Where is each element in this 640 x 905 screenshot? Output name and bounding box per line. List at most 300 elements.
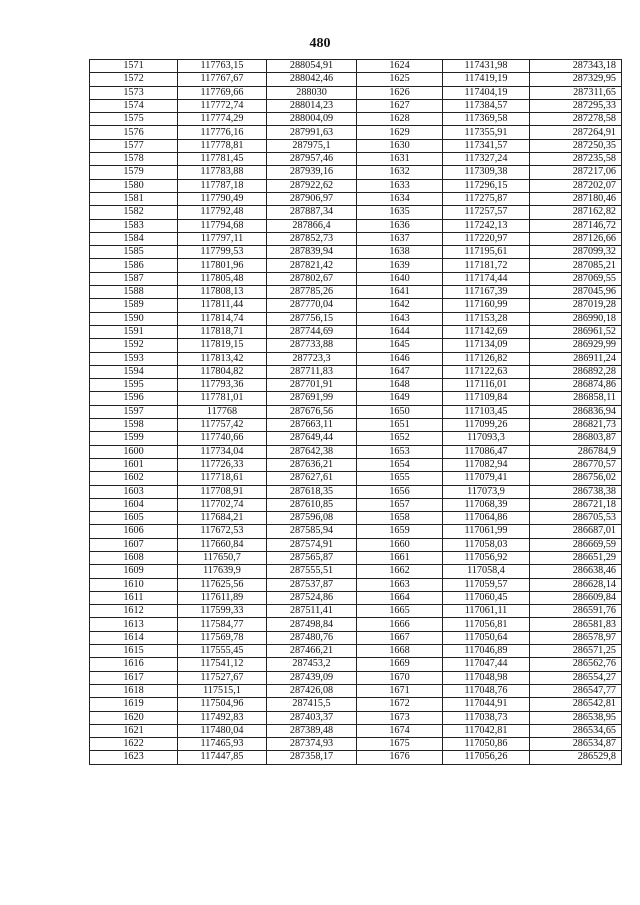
y-coordinate-cell: 287596,08 xyxy=(267,512,357,525)
y-coordinate-cell: 287906,97 xyxy=(267,192,357,205)
x-coordinate-cell: 117708,91 xyxy=(178,485,267,498)
y-coordinate-cell: 287329,95 xyxy=(530,73,622,86)
x-coordinate-cell: 117726,33 xyxy=(178,458,267,471)
point-number-cell: 1618 xyxy=(90,684,178,697)
point-number-cell: 1572 xyxy=(90,73,178,86)
x-coordinate-cell: 117465,93 xyxy=(178,738,267,751)
y-coordinate-cell: 287069,55 xyxy=(530,272,622,285)
table-row xyxy=(90,352,622,365)
y-coordinate-cell: 286687,01 xyxy=(530,525,622,538)
x-coordinate-cell: 117787,18 xyxy=(178,179,267,192)
y-coordinate-cell: 286651,29 xyxy=(530,551,622,564)
y-coordinate-cell: 287403,37 xyxy=(267,711,357,724)
x-coordinate-cell: 117122,63 xyxy=(443,365,530,378)
table-row xyxy=(90,192,622,205)
y-coordinate-cell: 287162,82 xyxy=(530,206,622,219)
point-number-cell: 1654 xyxy=(357,458,443,471)
point-number-cell: 1665 xyxy=(357,605,443,618)
y-coordinate-cell: 286628,14 xyxy=(530,578,622,591)
x-coordinate-cell: 117257,57 xyxy=(443,206,530,219)
point-number-cell: 1598 xyxy=(90,419,178,432)
x-coordinate-cell: 117058,4 xyxy=(443,565,530,578)
x-coordinate-cell: 117555,45 xyxy=(178,645,267,658)
point-number-cell: 1591 xyxy=(90,325,178,338)
x-coordinate-cell: 117058,03 xyxy=(443,538,530,551)
x-coordinate-cell: 117801,96 xyxy=(178,259,267,272)
y-coordinate-cell: 287785,26 xyxy=(267,286,357,299)
point-number-cell: 1653 xyxy=(357,445,443,458)
y-coordinate-cell: 287555,51 xyxy=(267,565,357,578)
x-coordinate-cell: 117783,88 xyxy=(178,166,267,179)
point-number-cell: 1614 xyxy=(90,631,178,644)
table-row xyxy=(90,73,622,86)
x-coordinate-cell: 117042,81 xyxy=(443,724,530,737)
x-coordinate-cell: 117082,94 xyxy=(443,458,530,471)
table-row xyxy=(90,179,622,192)
y-coordinate-cell: 288014,23 xyxy=(267,99,357,112)
point-number-cell: 1574 xyxy=(90,99,178,112)
point-number-cell: 1613 xyxy=(90,618,178,631)
y-coordinate-cell: 286581,83 xyxy=(530,618,622,631)
point-number-cell: 1640 xyxy=(357,272,443,285)
point-number-cell: 1611 xyxy=(90,591,178,604)
point-number-cell: 1666 xyxy=(357,618,443,631)
y-coordinate-cell: 287636,21 xyxy=(267,458,357,471)
point-number-cell: 1575 xyxy=(90,113,178,126)
x-coordinate-cell: 117195,61 xyxy=(443,246,530,259)
x-coordinate-cell: 117734,04 xyxy=(178,445,267,458)
point-number-cell: 1601 xyxy=(90,458,178,471)
table-row xyxy=(90,671,622,684)
point-number-cell: 1609 xyxy=(90,565,178,578)
point-number-cell: 1620 xyxy=(90,711,178,724)
x-coordinate-cell: 117181,72 xyxy=(443,259,530,272)
point-number-cell: 1645 xyxy=(357,339,443,352)
x-coordinate-cell: 117781,45 xyxy=(178,153,267,166)
table-row xyxy=(90,724,622,737)
point-number-cell: 1669 xyxy=(357,658,443,671)
point-number-cell: 1602 xyxy=(90,472,178,485)
x-coordinate-cell: 117220,97 xyxy=(443,232,530,245)
point-number-cell: 1586 xyxy=(90,259,178,272)
point-number-cell: 1612 xyxy=(90,605,178,618)
point-number-cell: 1631 xyxy=(357,153,443,166)
point-number-cell: 1595 xyxy=(90,379,178,392)
point-number-cell: 1588 xyxy=(90,286,178,299)
y-coordinate-cell: 287524,86 xyxy=(267,591,357,604)
point-number-cell: 1615 xyxy=(90,645,178,658)
y-coordinate-cell: 287439,09 xyxy=(267,671,357,684)
x-coordinate-cell: 117480,04 xyxy=(178,724,267,737)
y-coordinate-cell: 287663,11 xyxy=(267,419,357,432)
y-coordinate-cell: 286534,65 xyxy=(530,724,622,737)
y-coordinate-cell: 286705,53 xyxy=(530,512,622,525)
y-coordinate-cell: 286554,27 xyxy=(530,671,622,684)
table-row xyxy=(90,565,622,578)
y-coordinate-cell: 287711,83 xyxy=(267,365,357,378)
point-number-cell: 1641 xyxy=(357,286,443,299)
y-coordinate-cell: 287019,28 xyxy=(530,299,622,312)
table-row xyxy=(90,113,622,126)
x-coordinate-cell: 117369,58 xyxy=(443,113,530,126)
y-coordinate-cell: 287922,62 xyxy=(267,179,357,192)
point-number-cell: 1648 xyxy=(357,379,443,392)
point-number-cell: 1580 xyxy=(90,179,178,192)
table-row xyxy=(90,538,622,551)
x-coordinate-cell: 117541,12 xyxy=(178,658,267,671)
y-coordinate-cell: 286721,18 xyxy=(530,498,622,511)
table-row xyxy=(90,458,622,471)
y-coordinate-cell: 287701,91 xyxy=(267,379,357,392)
table-row xyxy=(90,379,622,392)
table-row xyxy=(90,684,622,697)
table-row xyxy=(90,139,622,152)
x-coordinate-cell: 117767,67 xyxy=(178,73,267,86)
table-row xyxy=(90,658,622,671)
y-coordinate-cell: 287887,34 xyxy=(267,206,357,219)
x-coordinate-cell: 117672,53 xyxy=(178,525,267,538)
y-coordinate-cell: 287202,07 xyxy=(530,179,622,192)
point-number-cell: 1647 xyxy=(357,365,443,378)
y-coordinate-cell: 287453,2 xyxy=(267,658,357,671)
point-number-cell: 1605 xyxy=(90,512,178,525)
y-coordinate-cell: 287939,16 xyxy=(267,166,357,179)
y-coordinate-cell: 287146,72 xyxy=(530,219,622,232)
x-coordinate-cell: 117684,21 xyxy=(178,512,267,525)
x-coordinate-cell: 117639,9 xyxy=(178,565,267,578)
x-coordinate-cell: 117797,11 xyxy=(178,232,267,245)
table-row xyxy=(90,512,622,525)
x-coordinate-cell: 117056,26 xyxy=(443,751,530,764)
y-coordinate-cell: 286542,81 xyxy=(530,698,622,711)
y-coordinate-cell: 286961,52 xyxy=(530,325,622,338)
x-coordinate-cell: 117813,42 xyxy=(178,352,267,365)
table-row xyxy=(90,299,622,312)
y-coordinate-cell: 286591,76 xyxy=(530,605,622,618)
x-coordinate-cell: 117569,78 xyxy=(178,631,267,644)
x-coordinate-cell: 117167,39 xyxy=(443,286,530,299)
y-coordinate-cell: 287511,41 xyxy=(267,605,357,618)
x-coordinate-cell: 117718,61 xyxy=(178,472,267,485)
point-number-cell: 1650 xyxy=(357,405,443,418)
point-number-cell: 1671 xyxy=(357,684,443,697)
x-coordinate-cell: 117056,92 xyxy=(443,551,530,564)
x-coordinate-cell: 117774,29 xyxy=(178,113,267,126)
point-number-cell: 1658 xyxy=(357,512,443,525)
y-coordinate-cell: 287770,04 xyxy=(267,299,357,312)
x-coordinate-cell: 117811,44 xyxy=(178,299,267,312)
x-coordinate-cell: 117504,96 xyxy=(178,698,267,711)
point-number-cell: 1626 xyxy=(357,86,443,99)
y-coordinate-cell: 288054,91 xyxy=(267,60,357,73)
y-coordinate-cell: 287099,32 xyxy=(530,246,622,259)
x-coordinate-cell: 117584,77 xyxy=(178,618,267,631)
point-number-cell: 1607 xyxy=(90,538,178,551)
point-number-cell: 1668 xyxy=(357,645,443,658)
y-coordinate-cell: 286738,38 xyxy=(530,485,622,498)
point-number-cell: 1660 xyxy=(357,538,443,551)
table-row xyxy=(90,645,622,658)
table-row xyxy=(90,259,622,272)
point-number-cell: 1604 xyxy=(90,498,178,511)
y-coordinate-cell: 287627,61 xyxy=(267,472,357,485)
table-row xyxy=(90,432,622,445)
x-coordinate-cell: 117142,69 xyxy=(443,325,530,338)
point-number-cell: 1663 xyxy=(357,578,443,591)
table-row xyxy=(90,445,622,458)
point-number-cell: 1585 xyxy=(90,246,178,259)
x-coordinate-cell: 117109,84 xyxy=(443,392,530,405)
point-number-cell: 1578 xyxy=(90,153,178,166)
point-number-cell: 1587 xyxy=(90,272,178,285)
x-coordinate-cell: 117079,41 xyxy=(443,472,530,485)
y-coordinate-cell: 286929,99 xyxy=(530,339,622,352)
y-coordinate-cell: 287618,35 xyxy=(267,485,357,498)
y-coordinate-cell: 287180,46 xyxy=(530,192,622,205)
y-coordinate-cell: 287537,87 xyxy=(267,578,357,591)
x-coordinate-cell: 117808,13 xyxy=(178,286,267,299)
x-coordinate-cell: 117341,57 xyxy=(443,139,530,152)
point-number-cell: 1596 xyxy=(90,392,178,405)
y-coordinate-cell: 288004,09 xyxy=(267,113,357,126)
x-coordinate-cell: 117093,3 xyxy=(443,432,530,445)
x-coordinate-cell: 117061,99 xyxy=(443,525,530,538)
x-coordinate-cell: 117061,11 xyxy=(443,605,530,618)
x-coordinate-cell: 117792,48 xyxy=(178,206,267,219)
x-coordinate-cell: 117419,19 xyxy=(443,73,530,86)
y-coordinate-cell: 286990,18 xyxy=(530,312,622,325)
x-coordinate-cell: 117660,84 xyxy=(178,538,267,551)
x-coordinate-cell: 117650,7 xyxy=(178,551,267,564)
point-number-cell: 1582 xyxy=(90,206,178,219)
point-number-cell: 1662 xyxy=(357,565,443,578)
y-coordinate-cell: 286874,86 xyxy=(530,379,622,392)
point-number-cell: 1576 xyxy=(90,126,178,139)
y-coordinate-cell: 287389,48 xyxy=(267,724,357,737)
x-coordinate-cell: 117799,53 xyxy=(178,246,267,259)
point-number-cell: 1672 xyxy=(357,698,443,711)
x-coordinate-cell: 117818,71 xyxy=(178,325,267,338)
table-row xyxy=(90,246,622,259)
table-row xyxy=(90,738,622,751)
y-coordinate-cell: 287839,94 xyxy=(267,246,357,259)
x-coordinate-cell: 117050,64 xyxy=(443,631,530,644)
y-coordinate-cell: 287802,67 xyxy=(267,272,357,285)
point-number-cell: 1659 xyxy=(357,525,443,538)
x-coordinate-cell: 117625,56 xyxy=(178,578,267,591)
table-row xyxy=(90,419,622,432)
point-number-cell: 1623 xyxy=(90,751,178,764)
point-number-cell: 1610 xyxy=(90,578,178,591)
x-coordinate-cell: 117160,99 xyxy=(443,299,530,312)
point-number-cell: 1649 xyxy=(357,392,443,405)
y-coordinate-cell: 287866,4 xyxy=(267,219,357,232)
x-coordinate-cell: 117134,09 xyxy=(443,339,530,352)
point-number-cell: 1675 xyxy=(357,738,443,751)
x-coordinate-cell: 117772,74 xyxy=(178,99,267,112)
y-coordinate-cell: 287957,46 xyxy=(267,153,357,166)
x-coordinate-cell: 117038,73 xyxy=(443,711,530,724)
y-coordinate-cell: 287649,44 xyxy=(267,432,357,445)
x-coordinate-cell: 117793,36 xyxy=(178,379,267,392)
x-coordinate-cell: 117702,74 xyxy=(178,498,267,511)
table-row xyxy=(90,232,622,245)
x-coordinate-cell: 117099,26 xyxy=(443,419,530,432)
point-number-cell: 1644 xyxy=(357,325,443,338)
y-coordinate-cell: 286578,97 xyxy=(530,631,622,644)
y-coordinate-cell: 287466,21 xyxy=(267,645,357,658)
x-coordinate-cell: 117384,57 xyxy=(443,99,530,112)
y-coordinate-cell: 286562,76 xyxy=(530,658,622,671)
y-coordinate-cell: 287852,73 xyxy=(267,232,357,245)
y-coordinate-cell: 287498,84 xyxy=(267,618,357,631)
table-row xyxy=(90,472,622,485)
x-coordinate-cell: 117776,16 xyxy=(178,126,267,139)
x-coordinate-cell: 117769,66 xyxy=(178,86,267,99)
x-coordinate-cell: 117068,39 xyxy=(443,498,530,511)
table-row xyxy=(90,525,622,538)
table-row xyxy=(90,325,622,338)
point-number-cell: 1670 xyxy=(357,671,443,684)
y-coordinate-cell: 287415,5 xyxy=(267,698,357,711)
point-number-cell: 1593 xyxy=(90,352,178,365)
x-coordinate-cell: 117804,82 xyxy=(178,365,267,378)
x-coordinate-cell: 117086,47 xyxy=(443,445,530,458)
x-coordinate-cell: 117296,15 xyxy=(443,179,530,192)
table-row xyxy=(90,698,622,711)
point-number-cell: 1651 xyxy=(357,419,443,432)
x-coordinate-cell: 117153,28 xyxy=(443,312,530,325)
coordinates-table xyxy=(89,59,622,765)
y-coordinate-cell: 287691,99 xyxy=(267,392,357,405)
x-coordinate-cell: 117060,45 xyxy=(443,591,530,604)
y-coordinate-cell: 287756,15 xyxy=(267,312,357,325)
point-number-cell: 1674 xyxy=(357,724,443,737)
y-coordinate-cell: 287676,56 xyxy=(267,405,357,418)
y-coordinate-cell: 286571,25 xyxy=(530,645,622,658)
point-number-cell: 1639 xyxy=(357,259,443,272)
y-coordinate-cell: 287610,85 xyxy=(267,498,357,511)
point-number-cell: 1621 xyxy=(90,724,178,737)
y-coordinate-cell: 287374,93 xyxy=(267,738,357,751)
y-coordinate-cell: 287585,94 xyxy=(267,525,357,538)
page-number: 480 xyxy=(309,36,331,51)
y-coordinate-cell: 286911,24 xyxy=(530,352,622,365)
point-number-cell: 1573 xyxy=(90,86,178,99)
x-coordinate-cell: 117275,87 xyxy=(443,192,530,205)
y-coordinate-cell: 287311,65 xyxy=(530,86,622,99)
point-number-cell: 1646 xyxy=(357,352,443,365)
y-coordinate-cell: 287565,87 xyxy=(267,551,357,564)
table-row xyxy=(90,206,622,219)
y-coordinate-cell: 286538,95 xyxy=(530,711,622,724)
y-coordinate-cell: 286836,94 xyxy=(530,405,622,418)
y-coordinate-cell: 286609,84 xyxy=(530,591,622,604)
x-coordinate-cell: 117048,98 xyxy=(443,671,530,684)
table-row xyxy=(90,219,622,232)
x-coordinate-cell: 117611,89 xyxy=(178,591,267,604)
x-coordinate-cell: 117064,86 xyxy=(443,512,530,525)
point-number-cell: 1643 xyxy=(357,312,443,325)
point-number-cell: 1592 xyxy=(90,339,178,352)
x-coordinate-cell: 117527,67 xyxy=(178,671,267,684)
y-coordinate-cell: 286821,73 xyxy=(530,419,622,432)
x-coordinate-cell: 117059,57 xyxy=(443,578,530,591)
y-coordinate-cell: 287235,58 xyxy=(530,153,622,166)
table-row xyxy=(90,286,622,299)
y-coordinate-cell: 287085,21 xyxy=(530,259,622,272)
x-coordinate-cell: 117126,82 xyxy=(443,352,530,365)
y-coordinate-cell: 287045,96 xyxy=(530,286,622,299)
x-coordinate-cell: 117819,15 xyxy=(178,339,267,352)
y-coordinate-cell: 287126,66 xyxy=(530,232,622,245)
table-row xyxy=(90,631,622,644)
point-number-cell: 1664 xyxy=(357,591,443,604)
point-number-cell: 1637 xyxy=(357,232,443,245)
x-coordinate-cell: 117794,68 xyxy=(178,219,267,232)
y-coordinate-cell: 287733,88 xyxy=(267,339,357,352)
table-row xyxy=(90,365,622,378)
table-row xyxy=(90,605,622,618)
point-number-cell: 1634 xyxy=(357,192,443,205)
table-row xyxy=(90,86,622,99)
table-row xyxy=(90,166,622,179)
point-number-cell: 1652 xyxy=(357,432,443,445)
point-number-cell: 1636 xyxy=(357,219,443,232)
y-coordinate-cell: 286756,02 xyxy=(530,472,622,485)
y-coordinate-cell: 287217,06 xyxy=(530,166,622,179)
table-row xyxy=(90,751,622,764)
x-coordinate-cell: 117073,9 xyxy=(443,485,530,498)
point-number-cell: 1577 xyxy=(90,139,178,152)
point-number-cell: 1571 xyxy=(90,60,178,73)
y-coordinate-cell: 287250,35 xyxy=(530,139,622,152)
y-coordinate-cell: 287642,38 xyxy=(267,445,357,458)
x-coordinate-cell: 117599,33 xyxy=(178,605,267,618)
point-number-cell: 1617 xyxy=(90,671,178,684)
y-coordinate-cell: 286770,57 xyxy=(530,458,622,471)
table-row xyxy=(90,498,622,511)
y-coordinate-cell: 287821,42 xyxy=(267,259,357,272)
y-coordinate-cell: 286547,77 xyxy=(530,684,622,697)
point-number-cell: 1630 xyxy=(357,139,443,152)
point-number-cell: 1656 xyxy=(357,485,443,498)
x-coordinate-cell: 117404,19 xyxy=(443,86,530,99)
table-row xyxy=(90,153,622,166)
point-number-cell: 1608 xyxy=(90,551,178,564)
point-number-cell: 1583 xyxy=(90,219,178,232)
y-coordinate-cell: 286669,59 xyxy=(530,538,622,551)
point-number-cell: 1676 xyxy=(357,751,443,764)
x-coordinate-cell: 117174,44 xyxy=(443,272,530,285)
x-coordinate-cell: 117768 xyxy=(178,405,267,418)
point-number-cell: 1655 xyxy=(357,472,443,485)
point-number-cell: 1629 xyxy=(357,126,443,139)
point-number-cell: 1606 xyxy=(90,525,178,538)
x-coordinate-cell: 117355,91 xyxy=(443,126,530,139)
table-row xyxy=(90,339,622,352)
y-coordinate-cell: 287480,76 xyxy=(267,631,357,644)
y-coordinate-cell: 287295,33 xyxy=(530,99,622,112)
y-coordinate-cell: 287574,91 xyxy=(267,538,357,551)
x-coordinate-cell: 117056,81 xyxy=(443,618,530,631)
x-coordinate-cell: 117805,48 xyxy=(178,272,267,285)
point-number-cell: 1642 xyxy=(357,299,443,312)
y-coordinate-cell: 287991,63 xyxy=(267,126,357,139)
x-coordinate-cell: 117757,42 xyxy=(178,419,267,432)
table-row xyxy=(90,591,622,604)
table-row xyxy=(90,551,622,564)
